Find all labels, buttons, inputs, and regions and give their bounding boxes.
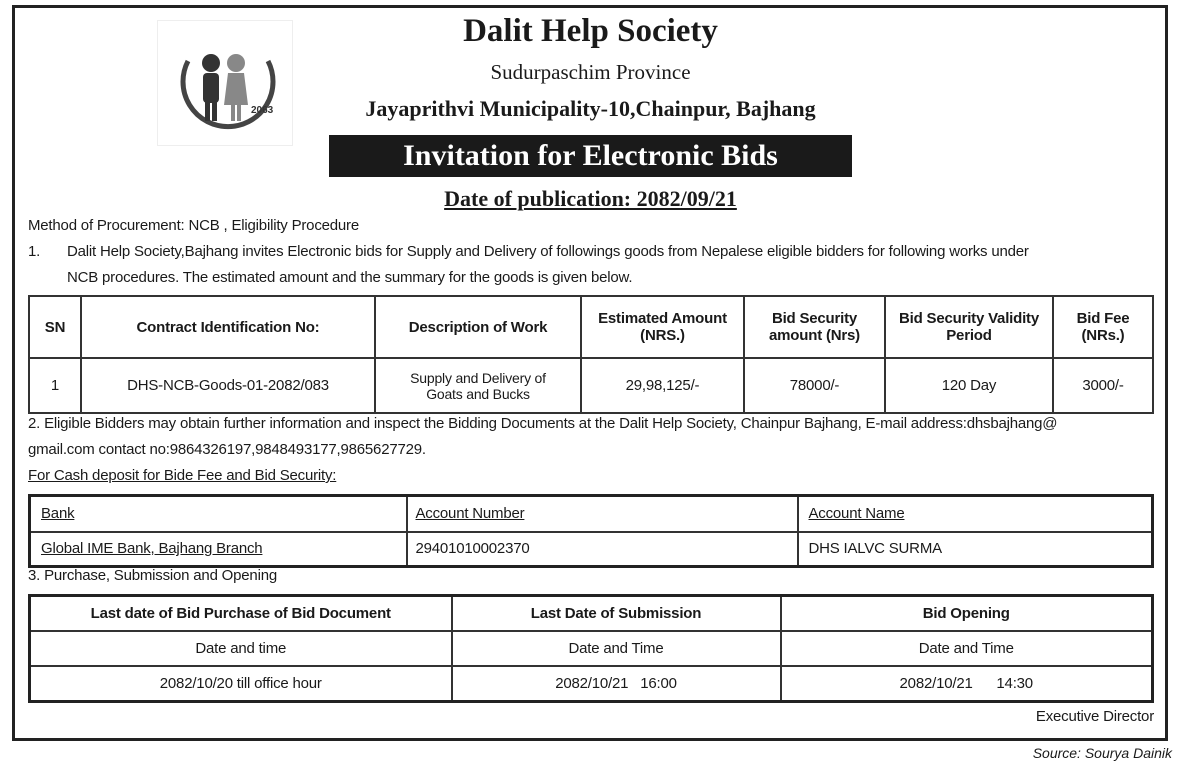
account-number: 29401010002370	[407, 532, 798, 567]
item2-line1: 2. Eligible Bidders may obtain further information and inspect the Bidding Documents at the Dalit Help Society, Chainpur Bajhang, E-mail address:dhsbajhang@	[28, 415, 1058, 432]
account-name: DHS IALVC SURMA	[798, 532, 1153, 567]
submission-date: 2082/10/21 16:00	[452, 666, 781, 702]
bid-summary-table	[28, 295, 1154, 414]
signature: Executive Director	[1035, 708, 1154, 725]
col-validity: Bid Security Validity Period	[885, 296, 1053, 358]
item1-line1: Dalit Help Society,Bajhang invites Electronic bids for Supply and Delivery of followings goods from Nepalese eligible bidders for following works under	[67, 243, 1029, 260]
bank-name: Global IME Bank, Bajhang Branch	[30, 532, 407, 567]
schedule-table	[28, 594, 1154, 703]
col-sn: SN	[29, 296, 81, 358]
account-number-header: Account Number	[407, 496, 798, 532]
purchase-date-header: Last date of Bid Purchase of Bid Document	[30, 596, 452, 631]
svg-text:2063: 2063	[251, 105, 274, 116]
bank-table	[28, 494, 1154, 568]
cell-bid-fee: 3000/-	[1053, 358, 1153, 413]
col-contract-id: Contract Identification No:	[81, 296, 375, 358]
item2-line2: gmail.com contact no:9864326197,9848493177,9865627729.	[28, 441, 426, 458]
purchase-subheader: Date and time	[30, 631, 452, 666]
col-bid-fee: Bid Fee (NRs.)	[1053, 296, 1153, 358]
publication-date: Date of publication: 2082/09/21	[444, 186, 737, 211]
cell-sn: 1	[29, 358, 81, 413]
purchase-date: 2082/10/20 till office hour	[30, 666, 452, 702]
org-title: Dalit Help Society	[463, 13, 718, 49]
table-row	[29, 358, 1153, 413]
province: Sudurpaschim Province	[490, 60, 691, 84]
schedule-subheader-row	[30, 631, 1153, 666]
item3-heading: 3. Purchase, Submission and Opening	[28, 567, 277, 584]
col-estimated-amount: Estimated Amount (NRS.)	[581, 296, 744, 358]
address: Jayaprithvi Municipality-10,Chainpur, Bajhang	[365, 96, 816, 121]
table-row	[30, 666, 1153, 702]
submission-subheader: Date and Time	[452, 631, 781, 666]
bank-header: Bank	[30, 496, 407, 532]
item1-number: 1.	[28, 243, 41, 260]
submission-date-header: Last Date of Submission	[452, 596, 781, 631]
schedule-header-row	[30, 596, 1153, 631]
cell-validity: 120 Day	[885, 358, 1053, 413]
item1-line2: NCB procedures. The estimated amount and the summary for the goods is given below.	[67, 269, 633, 286]
col-description: Description of Work	[375, 296, 581, 358]
cash-deposit-heading: For Cash deposit for Bide Fee and Bid Security:	[28, 467, 337, 484]
table-header-row	[29, 296, 1153, 358]
cell-description: Supply and Delivery of Goats and Bucks	[375, 358, 581, 413]
opening-subheader: Date and Time	[781, 631, 1153, 666]
cell-bid-security: 78000/-	[744, 358, 885, 413]
title-banner: Invitation for Electronic Bids	[329, 135, 852, 177]
opening-date: 2082/10/21 14:30	[781, 666, 1153, 702]
opening-header: Bid Opening	[781, 596, 1153, 631]
account-name-header: Account Name	[798, 496, 1153, 532]
source-credit: Source: Sourya Dainik	[1032, 745, 1172, 761]
procurement-method: Method of Procurement: NCB , Eligibility Procedure	[28, 217, 359, 234]
bank-header-row	[30, 496, 1153, 532]
cell-estimated-amount: 29,98,125/-	[581, 358, 744, 413]
col-bid-security: Bid Security amount (Nrs)	[744, 296, 885, 358]
cell-contract-id: DHS-NCB-Goods-01-2082/083	[81, 358, 375, 413]
table-row	[30, 532, 1153, 567]
